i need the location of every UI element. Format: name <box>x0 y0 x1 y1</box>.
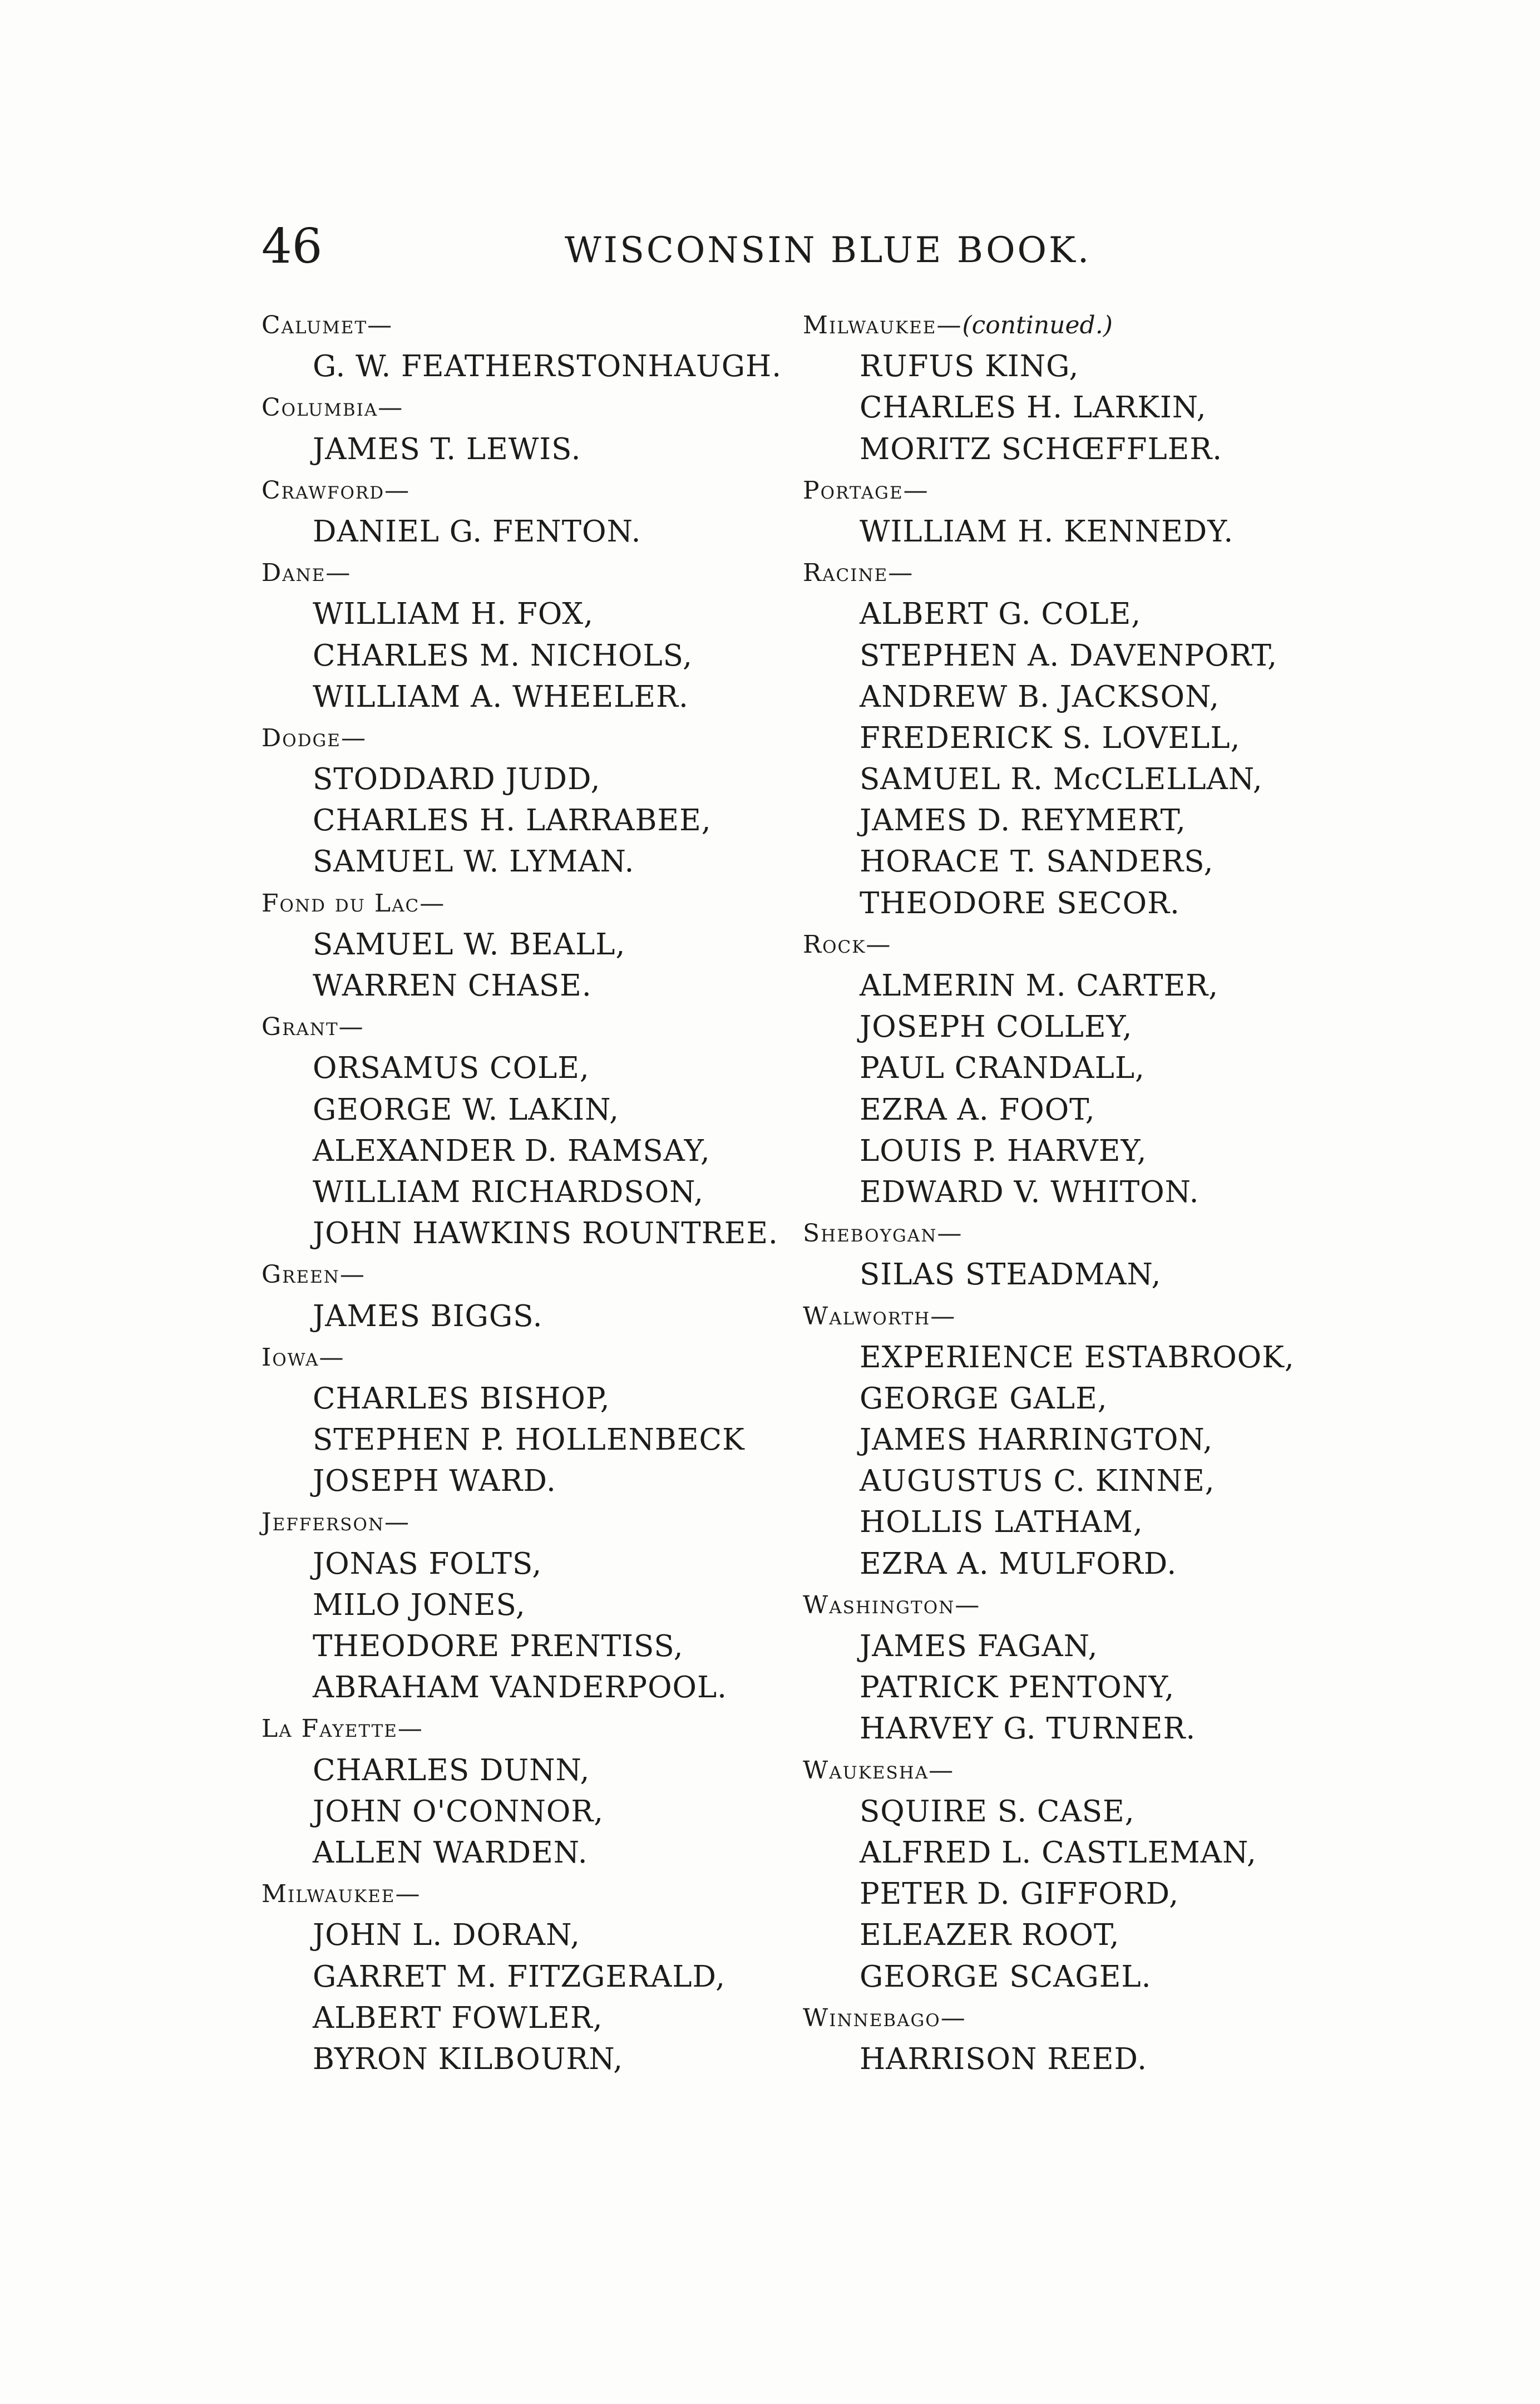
member-name: SILAS STEADMAN, <box>860 1258 1162 1292</box>
page-number: 46 <box>261 219 323 274</box>
member-name: STEPHEN A. DAVENPORT, <box>860 638 1278 673</box>
member-name: ELEAZER ROOT, <box>860 1918 1120 1953</box>
member-name: STEPHEN P. HOLLENBECK <box>313 1423 745 1457</box>
member-name: EZRA A. MULFORD. <box>860 1546 1177 1581</box>
member-name: JAMES T. LEWIS. <box>313 432 581 466</box>
member-name: CHARLES BISHOP, <box>313 1381 610 1416</box>
member-name: ANDREW B. JACKSON, <box>860 679 1220 714</box>
county-heading: Sheboygan— <box>803 1219 963 1248</box>
member-name: PAUL CRANDALL, <box>860 1051 1145 1086</box>
county-heading: Milwaukee—(continued.) <box>803 311 1113 339</box>
member-name: EDWARD V. WHITON. <box>860 1175 1200 1209</box>
member-name: SAMUEL W. BEALL, <box>313 927 626 962</box>
county-heading: Racine— <box>803 559 914 588</box>
county-heading: Dane— <box>261 559 352 588</box>
member-name: ORSAMUS COLE, <box>313 1051 590 1086</box>
member-name: ALBERT FOWLER, <box>313 2001 603 2035</box>
member-name: JOHN L. DORAN, <box>313 1918 580 1953</box>
member-name: FREDERICK S. LOVELL, <box>860 721 1241 755</box>
member-name: STODDARD JUDD, <box>313 762 601 797</box>
member-name: JOHN O'CONNOR, <box>313 1794 604 1829</box>
left-column <box>261 305 818 2080</box>
member-name: PETER D. GIFFORD, <box>860 1877 1179 1912</box>
member-name: WILLIAM H. KENNEDY. <box>860 514 1234 549</box>
member-name: THEODORE SECOR. <box>860 886 1180 920</box>
county-heading: Fond du Lac— <box>261 889 446 918</box>
member-name: LOUIS P. HARVEY, <box>860 1134 1147 1168</box>
member-name: GARRET M. FITZGERALD, <box>313 1959 726 1994</box>
member-name: JOSEPH WARD. <box>313 1464 556 1499</box>
member-name: EZRA A. FOOT, <box>860 1092 1095 1127</box>
member-name: GEORGE SCAGEL. <box>860 1959 1152 1994</box>
member-name: EXPERIENCE ESTABROOK, <box>860 1340 1295 1375</box>
member-name: JOSEPH COLLEY, <box>860 1010 1133 1045</box>
running-title: WISCONSIN BLUE BOOK. <box>565 230 1092 271</box>
member-name: SAMUEL W. LYMAN. <box>313 845 635 879</box>
county-heading: Calumet— <box>261 311 393 339</box>
continued-note: (continued.) <box>962 311 1113 339</box>
member-name: THEODORE PRENTISS, <box>313 1629 684 1663</box>
county-heading: Waukesha— <box>803 1756 955 1785</box>
member-name: WILLIAM A. WHEELER. <box>313 679 689 714</box>
county-heading: Columbia— <box>261 393 404 422</box>
member-name: WILLIAM RICHARDSON, <box>313 1175 704 1209</box>
member-name: HORACE T. SANDERS, <box>860 845 1214 879</box>
member-name: JAMES HARRINGTON, <box>860 1423 1213 1457</box>
member-name: MORITZ SCHŒFFLER. <box>860 432 1223 466</box>
member-name: DANIEL G. FENTON. <box>313 514 641 549</box>
member-name: ALLEN WARDEN. <box>313 1835 588 1870</box>
member-name: JOHN HAWKINS ROUNTREE. <box>313 1216 778 1251</box>
member-name: RUFUS KING, <box>860 349 1079 384</box>
member-name: CHARLES DUNN, <box>313 1753 590 1787</box>
member-name: ALEXANDER D. RAMSAY, <box>313 1134 710 1168</box>
county-heading: Grant— <box>261 1013 364 1042</box>
county-heading: Winnebago— <box>803 2003 966 2032</box>
member-name: WARREN CHASE. <box>313 969 592 1003</box>
county-heading: Crawford— <box>261 476 411 505</box>
county-heading: Portage— <box>803 476 929 505</box>
member-name: PATRICK PENTONY, <box>860 1671 1175 1705</box>
member-name: BYRON KILBOURN, <box>313 2042 624 2076</box>
member-name: HARVEY G. TURNER. <box>860 1712 1196 1746</box>
county-heading: Walworth— <box>803 1302 956 1331</box>
county-heading: Jefferson— <box>261 1508 411 1537</box>
member-name: GEORGE W. LAKIN, <box>313 1092 619 1127</box>
member-name: JAMES BIGGS. <box>313 1299 543 1333</box>
member-name: ABRAHAM VANDERPOOL. <box>313 1671 728 1705</box>
member-name: HOLLIS LATHAM, <box>860 1505 1143 1540</box>
member-name: ALMERIN M. CARTER, <box>860 969 1219 1003</box>
member-name: JAMES D. REYMERT, <box>860 804 1186 838</box>
member-name: SAMUEL R. McCLELLAN, <box>860 762 1263 797</box>
member-name: ALFRED L. CASTLEMAN, <box>860 1835 1257 1870</box>
member-name: WILLIAM H. FOX, <box>313 597 594 632</box>
member-name: ALBERT G. COLE, <box>860 597 1142 632</box>
member-name: AUGUSTUS C. KINNE, <box>860 1464 1215 1499</box>
county-heading: La Fayette— <box>261 1715 423 1743</box>
right-column <box>803 305 1376 2080</box>
member-name: SQUIRE S. CASE, <box>860 1794 1135 1829</box>
member-name: CHARLES M. NICHOLS, <box>313 638 693 673</box>
county-heading: Rock— <box>803 930 892 959</box>
member-name: JONAS FOLTS, <box>313 1546 542 1581</box>
county-heading: Green— <box>261 1260 366 1289</box>
county-heading: Iowa— <box>261 1343 345 1372</box>
county-heading: Washington— <box>803 1590 981 1619</box>
member-name: JAMES FAGAN, <box>860 1629 1098 1663</box>
member-name: GEORGE GALE, <box>860 1381 1108 1416</box>
county-heading: Milwaukee— <box>261 1880 421 1909</box>
member-name: MILO JONES, <box>313 1588 526 1622</box>
member-name: G. W. FEATHERSTONHAUGH. <box>313 349 782 384</box>
member-name: CHARLES H. LARRABEE, <box>313 804 712 838</box>
member-name: HARRISON REED. <box>860 2042 1147 2076</box>
county-heading: Dodge— <box>261 723 367 752</box>
member-name: CHARLES H. LARKIN, <box>860 391 1207 425</box>
